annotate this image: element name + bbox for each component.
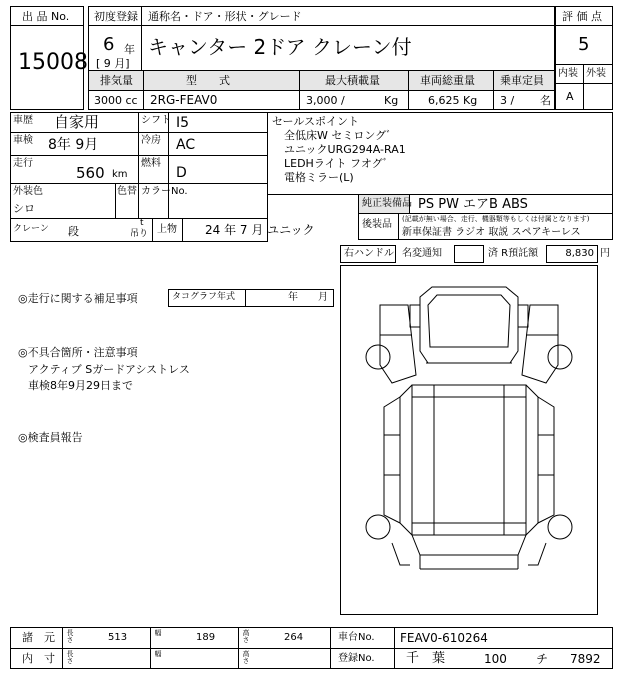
sales-line-1: 全低床W セミロングﾞ (284, 129, 392, 142)
lot-number: 15008 (18, 50, 88, 75)
crane-stage: 段 (68, 225, 79, 238)
reg-year: 6 (103, 34, 115, 55)
exterior-grade-cell (583, 83, 613, 110)
crane-lift: 吊り (130, 229, 149, 239)
reg-number: 7892 (570, 652, 601, 666)
crane-ton: t (140, 218, 144, 228)
chassis-value: FEAV0-610264 (400, 631, 488, 645)
color-value: シロ (13, 202, 35, 215)
fuel-value: D (176, 165, 187, 181)
model-label: 通称名・ドア・形状・グレード (148, 10, 302, 23)
max-load: 3,000 / (306, 94, 345, 107)
height-label: 高さ (242, 629, 250, 643)
sales-line-2: ユニックURG294A-RA1 (284, 143, 406, 156)
inner-length-label: 長さ (66, 650, 74, 664)
reg-area: 千 葉 (406, 651, 446, 666)
fuel-label: 燃料 (141, 158, 161, 169)
sales-line-3: LEDHライト フオグﾞ (284, 157, 389, 170)
max-load-label: 最大積載量 (325, 74, 380, 87)
recycle-label: 済 R預託額 (488, 248, 539, 259)
interior-label: 内装 (558, 68, 578, 79)
chassis-label: 車台No. (338, 632, 375, 643)
max-load-unit: Kg (384, 94, 399, 107)
name-change-box (454, 245, 484, 263)
reg-month: [ 9 月] (96, 57, 130, 70)
equipment-label: 純正装備品 (362, 198, 412, 209)
mileage-unit: km (112, 169, 128, 180)
displacement-label: 排気量 (100, 74, 133, 87)
year-unit: 年 (124, 43, 135, 56)
recycle-amount: 8,830 (565, 248, 594, 259)
inspection-label: 車検 (13, 135, 33, 146)
ac-label: 冷房 (141, 135, 161, 146)
aftermarket-label: 後装品 (362, 219, 392, 230)
aftermarket-note: (記載が無い場合、走行、機器類等もしくは付属となります) (402, 215, 590, 223)
defects-title: ◎不具合箇所・注意事項 (18, 346, 138, 359)
width-label: 幅 (154, 629, 162, 636)
defects-line-2: 車検8年9月29日まで (28, 379, 133, 392)
model-code: 2RG-FEAV0 (150, 93, 218, 107)
model-name: キャンター 2ドア クレーン付 (148, 35, 412, 59)
tacho-year: 年 (288, 292, 298, 303)
supplement-title: ◎走行に関する補足事項 (18, 292, 138, 305)
inner-width-label: 幅 (154, 650, 162, 657)
color-label: 外装色 (13, 186, 43, 197)
first-reg-label: 初度登録 (94, 10, 138, 23)
equipment-value: PS PW エアB ABS (418, 197, 528, 212)
displacement: 3000 cc (94, 94, 138, 107)
gross-weight: 6,625 Kg (428, 94, 478, 107)
width-value: 189 (196, 632, 216, 643)
ac-value: AC (176, 137, 196, 153)
mileage-label: 走行 (13, 158, 33, 169)
capacity-label: 乗車定員 (500, 74, 544, 87)
color-no-label: 色替 (117, 186, 137, 197)
shift-label: シフト (141, 115, 171, 126)
reg-kana: チ (536, 652, 549, 666)
sales-line-4: 電格ミラー(L) (284, 171, 354, 184)
inspector-title: ◎検査員報告 (18, 431, 83, 444)
sales-point-label: セールスポイント (272, 115, 360, 128)
upper-label: 上物 (157, 224, 177, 235)
defects-line-1: アクティブ Sガードアシストレス (28, 363, 190, 376)
inspection-value: 8年 9月 (48, 137, 99, 153)
tacho-month: 月 (318, 292, 328, 303)
gross-weight-label: 車両総重量 (420, 74, 475, 87)
tacho-label: タコグラフ年式 (172, 292, 236, 302)
reg-class: 100 (484, 652, 507, 666)
inner-height-label: 高さ (242, 650, 250, 664)
upper-value: 24 年 7 月 ユニック (205, 223, 315, 237)
capacity-unit: 名 (540, 94, 551, 107)
model-code-label: 型 式 (186, 74, 230, 87)
dims-label: 諸 元 (22, 631, 55, 644)
lot-label: 出 品 No. (22, 10, 70, 23)
history-value: 自家用 (54, 113, 100, 131)
crane-label: クレーン (13, 224, 49, 234)
history-label: 車歴 (13, 115, 33, 126)
colorno-label: カラーNo. (141, 186, 188, 197)
inner-label: 内 寸 (22, 652, 55, 665)
aftermarket-value: 新車保証書 ラジオ 取説 スペアキーレス (402, 227, 581, 238)
capacity: 3 / (500, 94, 515, 107)
drive-side: 右ハンドル (344, 248, 394, 259)
yen-label: 円 (600, 248, 610, 259)
shift-value: I5 (176, 115, 190, 131)
name-change-label: 名変通知 (402, 248, 442, 259)
length-label: 長さ (66, 629, 74, 643)
reg-label: 登録No. (338, 653, 375, 664)
score-label: 評 価 点 (562, 10, 602, 23)
height-value: 264 (284, 632, 304, 643)
mileage-value: 560 (76, 164, 105, 182)
interior-grade: A (566, 90, 574, 103)
length-value: 513 (108, 632, 128, 643)
truck-diagram (340, 265, 598, 615)
score-value: 5 (578, 34, 590, 55)
exterior-label: 外装 (586, 68, 606, 79)
